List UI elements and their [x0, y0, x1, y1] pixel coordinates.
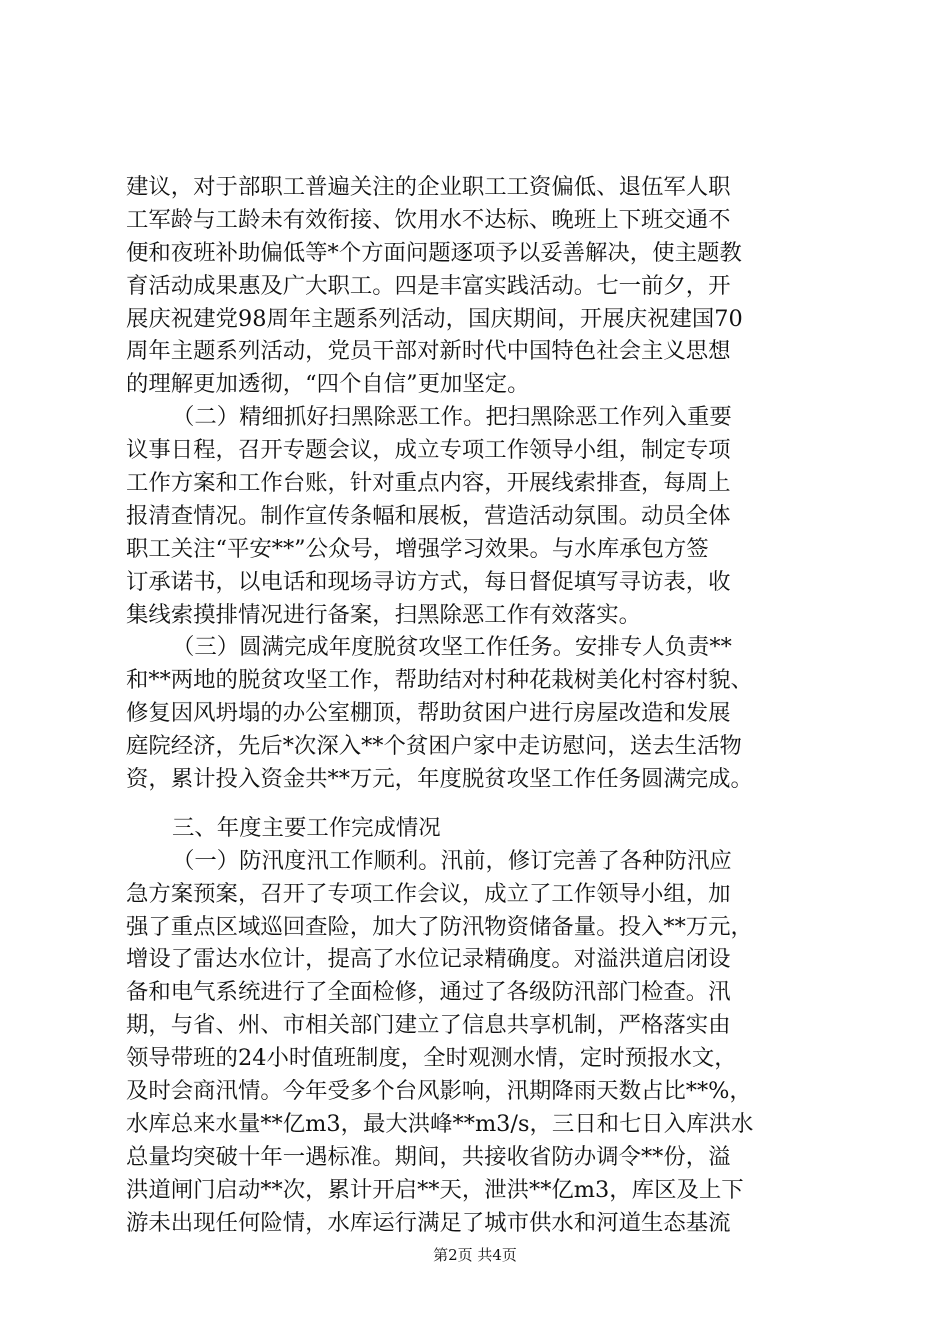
- text-line: 工作方案和工作台账，针对重点内容，开展线索排查，每周上: [126, 470, 731, 497]
- text-line: 职工关注“平安**”公众号，增强学习效果。与水库承包方签: [126, 535, 709, 562]
- text-line: 报清查情况。制作宣传条幅和展板，营造活动氛围。动员全体: [126, 502, 731, 529]
- text-line: 增设了雷达水位计，提高了水位记录精确度。对溢洪道启闭设: [126, 946, 731, 973]
- document-body: [126, 171, 832, 1240]
- section-heading-line: （二）精细抓好扫黑除恶工作。把扫黑除恶工作列入重要: [172, 404, 732, 431]
- text-line: 期，与省、州、市相关部门建立了信息共享机制，严格落实由: [126, 1012, 731, 1039]
- text-line: 周年主题系列活动，党员干部对新时代中国特色社会主义思想: [126, 338, 731, 365]
- text-line: 资，累计投入资金共**万元，年度脱贫攻坚工作任务圆满完成。: [126, 766, 753, 793]
- text-line: 及时会商汛情。今年受多个台风影响，汛期降雨天数占比**%，: [126, 1078, 752, 1105]
- section-heading-line: （一）防汛度汛工作顺利。汛前，修订完善了各种防汛应: [172, 847, 732, 874]
- text-line: 修复因风坍塌的办公室棚顶，帮助贫困户进行房屋改造和发展: [126, 700, 731, 727]
- text-line: 订承诺书，以电话和现场寻访方式，每日督促填写寻访表，收: [126, 568, 731, 595]
- text-line: 急方案预案，召开了专项工作会议，成立了工作领导小组，加: [126, 880, 731, 907]
- text-line: 强了重点区域巡回查险，加大了防汛物资储备量。投入**万元，: [126, 913, 753, 940]
- text-line: 领导带班的24小时值班制度，全时观测水情，定时预报水文，: [126, 1045, 737, 1072]
- text-line: 集线索摸排情况进行备案，扫黑除恶工作有效落实。: [126, 601, 641, 628]
- text-line: 便和夜班补助偏低等*个方面问题逐项予以妥善解决，使主题教: [126, 239, 742, 266]
- text-line: 总量均突破十年一遇标准。期间，共接收省防办调令**份，溢: [126, 1143, 731, 1170]
- text-line: 的理解更加透彻，“四个自信”更加坚定。: [126, 371, 530, 398]
- text-line: 建议，对于部职工普遍关注的企业职工工资偏低、退伍军人职: [126, 174, 731, 200]
- text-line: 展庆祝建党98周年主题系列活动，国庆期间，开展庆祝建国70: [126, 305, 743, 332]
- text-line: 育活动成果惠及广大职工。四是丰富实践活动。七一前夕，开: [126, 272, 731, 299]
- section-heading-line: （三）圆满完成年度脱贫攻坚工作任务。安排专人负责**: [172, 634, 732, 661]
- text-line: 洪道闸门启动**次，累计开启**天，泄洪**亿m3，库区及上下: [126, 1176, 744, 1203]
- text-line: 水库总来水量**亿m3，最大洪峰**m3/s，三日和七日入库洪水: [126, 1110, 754, 1137]
- text-line: 庭院经济，先后*次深入**个贫困户家中走访慰问，送去生活物: [126, 733, 742, 760]
- chapter-heading: 三、年度主要工作完成情况: [172, 814, 441, 841]
- page-number-footer: 第2页 共4页: [433, 1246, 517, 1264]
- text-line: 和**两地的脱贫攻坚工作，帮助结对村种花栽树美化村容村貌、: [126, 667, 753, 694]
- text-line: 游未出现任何险情，水库运行满足了城市供水和河道生态基流: [126, 1209, 731, 1236]
- text-line: 工军龄与工龄未有效衔接、饮用水不达标、晚班上下班交通不: [126, 206, 731, 233]
- text-line: 备和电气系统进行了全面检修，通过了各级防汛部门检查。汛: [126, 979, 731, 1006]
- text-line: 议事日程，召开专题会议，成立专项工作领导小组，制定专项: [126, 437, 731, 464]
